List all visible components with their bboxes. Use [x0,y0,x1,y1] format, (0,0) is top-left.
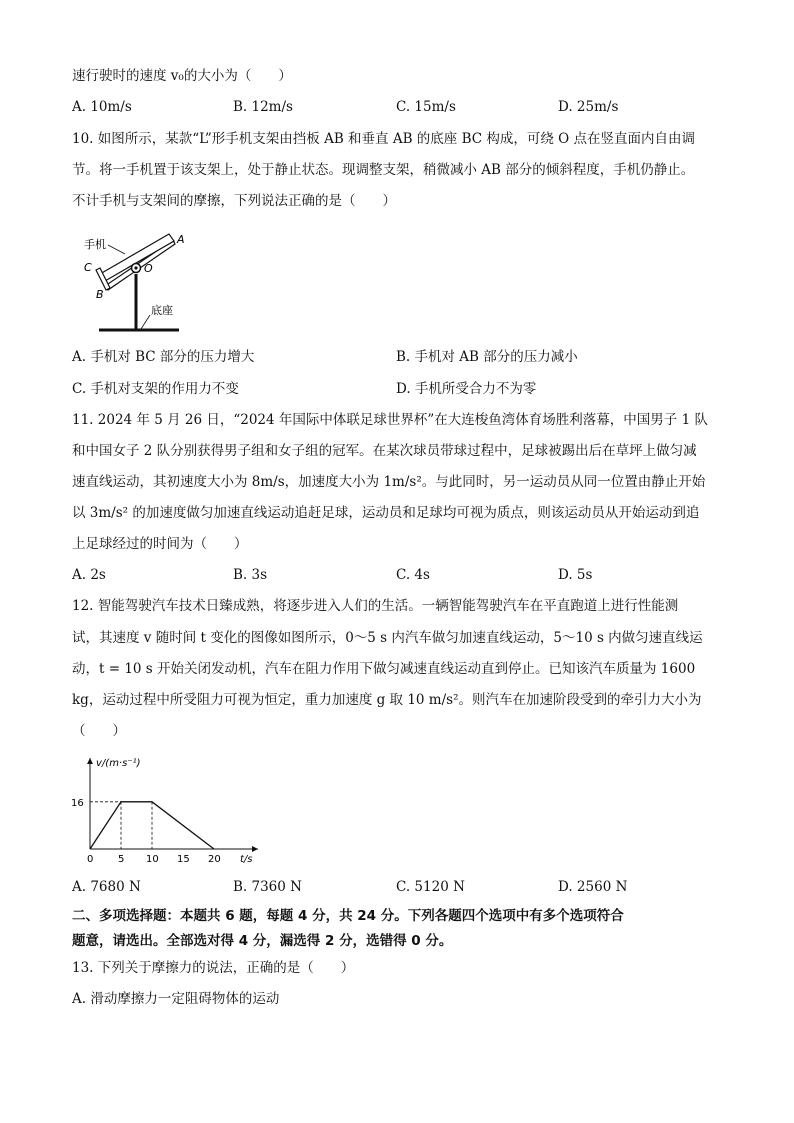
q12-option-b: B. 7360 N [233,879,302,895]
q12-stem-line-3: 动，t = 10 s 开始关闭发动机，汽车在阻力作用下做匀减速直线运动直到停止。已知该汽车质量为 1600 [72,661,696,677]
q11-option-d: D. 5s [558,567,593,583]
q12-stem-line-1: 12. 智能驾驶汽车技术日臻成熟，将逐步进入人们的生活。一辆智能驾驶汽车在平直跑道上进行性能测 [72,598,679,614]
q10-stem-line-1: 10. 如图所示，某款“L”形手机支架由挡板 AB 和垂直 AB 的底座 BC 构成，可绕 O 点在竖直面内自由调 [72,131,696,147]
y-axis-label: v/(m·s⁻¹) [96,758,141,769]
phone-pointer [108,245,125,254]
q10-option-d: D. 手机所受合力不为零 [396,381,537,397]
x-tick-label-10: 10 [146,854,159,865]
base-label: 底座 [151,304,173,317]
q10-stem-line-2: 节。将一手机置于该支架上，处于静止状态。现调整支架，稍微减小 AB 部分的倾斜程度，手机仍静止。 [72,162,695,178]
q11-option-c: C. 4s [396,567,430,583]
q9-stem-tail: 速行驶时的速度 v₀的大小为（ ） [72,68,292,84]
base-pointer [141,315,150,329]
x-tick-label-5: 5 [118,854,125,865]
point-o-label: O [144,262,153,275]
q10-option-c: C. 手机对支架的作用力不变 [72,381,239,397]
q12-option-c: C. 5120 N [396,879,465,895]
q12-stem-line-5: （ ） [72,723,126,739]
q10-stem-line-3: 不计手机与支架间的摩擦，下列说法正确的是（ ） [72,193,396,209]
x-tick-label-15: 15 [177,854,190,865]
q11-stem-line-3: 速直线运动，其初速度大小为 8m/s，加速度大小为 1m/s²。与此同时，另一运动员从同一位置由静止开始 [72,474,706,490]
q13-option-a: A. 滑动摩擦力一定阻碍物体的运动 [72,991,280,1007]
q12-option-d: D. 2560 N [558,879,628,895]
point-a-label: A [177,233,185,246]
q9-option-a: A. 10m/s [72,99,132,115]
section2-heading-line-2: 题意，请选出。全部选对得 4 分，漏选得 2 分，选错得 0 分。 [72,933,453,949]
q9-option-c: C. 15m/s [396,99,456,115]
q10-option-a: A. 手机对 BC 部分的压力增大 [72,349,255,365]
q13-stem: 13. 下列关于摩擦力的说法，正确的是（ ） [72,960,355,976]
q9-option-b: B. 12m/s [233,99,293,115]
section2-heading-line-1: 二、多项选择题：本题共 6 题，每题 4 分，共 24 分。下列各题四个选项中有多个选项符合 [72,908,624,924]
phone-shape [100,234,174,281]
q11-option-a: A. 2s [72,567,106,583]
q12-option-a: A. 7680 N [72,879,141,895]
q12-stem-line-2: 试，其速度 v 随时间 t 变化的图像如图所示，0～5 s 内汽车做匀加速直线运动，5～10 s 内做匀速直线运 [72,630,703,646]
q12-stem-line-4: kg，运动过程中所受阻力可视为恒定，重力加速度 g 取 10 m/s²。则汽车在加速阶段受到的牵引力大小为 [72,692,702,708]
velocity-time-chart [71,754,270,869]
q11-option-b: B. 3s [233,567,268,583]
q11-stem-line-2: 和中国女子 2 队分别获得男子组和女子组的冠军。在某次球员带球过程中，足球被踢出后在草坪上做匀减 [72,443,697,459]
q11-stem-line-1: 11. 2024 年 5 月 26 日，“2024 年国际中体联足球世界杯”在大连梭鱼湾体育场胜利落幕，中国男子 1 队 [72,412,708,428]
y-tick-label-16: 16 [71,797,84,809]
q10-option-b: B. 手机对 AB 部分的压力减小 [396,349,578,365]
q11-stem-line-5: 上足球经过的时间为（ ） [72,536,248,552]
phone-stand-figure [75,226,195,338]
phone-label: 手机 [84,238,106,251]
q9-option-d: D. 25m/s [558,99,619,115]
x-tick-label-0: 0 [87,854,94,865]
x-axis-label: t/s [240,854,253,865]
point-c-label: C [84,261,92,274]
x-tick-label-20: 20 [208,854,221,865]
point-b-label: B [96,288,104,301]
q11-stem-line-4: 以 3m/s² 的加速度做匀加速直线运动追赶足球，运动员和足球均可视为质点，则该运动员从开始运动到追 [72,505,700,521]
pivot-o-dot [134,266,137,269]
